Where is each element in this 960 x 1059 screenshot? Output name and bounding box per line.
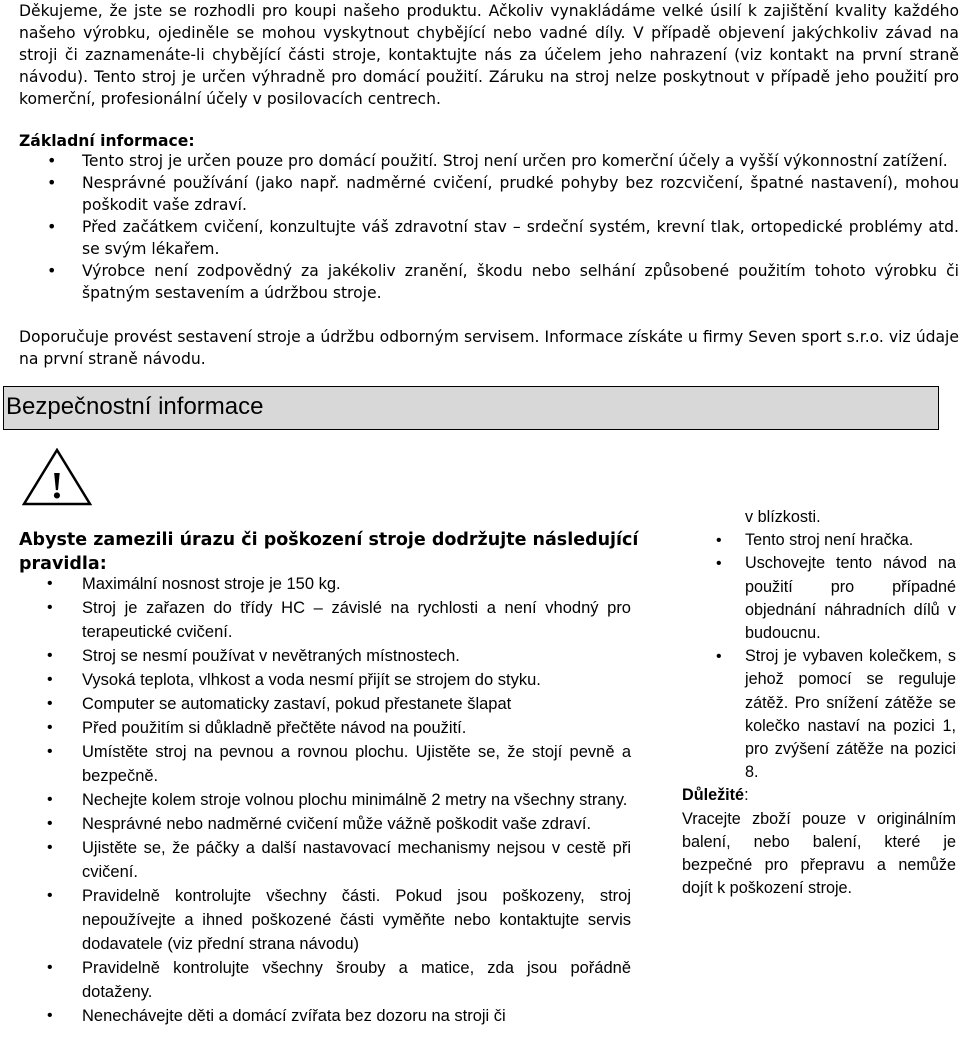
list-item: • Umístěte stroj na pevnou a rovnou plochu. Ujistěte se, že stojí pevně a bezpečně. <box>19 740 631 788</box>
warning-symbol: ! <box>50 465 64 506</box>
rules-list <box>19 572 631 1028</box>
list-item: • Nenechávejte děti a domácí zvířata bez dozoru na stroji či <box>19 1004 631 1028</box>
continuation-text: v blízkosti. <box>745 508 821 526</box>
recommendation-paragraph: Doporučuje provést sestavení stroje a údržbu odborným servisem. Informace získáte u firmy Seven sport s.r.o. viz údaje na první straně návodu. <box>19 328 959 368</box>
important-heading <box>682 784 956 807</box>
list-item: • Pravidelně kontrolujte všechny části. Pokud jsou poškozeny, stroj nepoužívejte a ihned poškozené části vyměňte nebo kontaktujte servis dodavatele (viz přední strana návodu) <box>19 884 631 956</box>
list-item: • Tento stroj je určen pouze pro domácí použití. Stroj není určen pro komerční účely a vyšší výkonnostní zatížení. <box>19 150 959 172</box>
list-item: • Ujistěte se, že páčky a další nastavovací mechanismy nejsou v cestě při cvičení. <box>19 836 631 884</box>
list-item: • Tento stroj není hračka. <box>682 529 956 552</box>
list-item: • Uschovejte tento návod na použití pro případné objednání náhradních dílů v budoucnu. <box>682 552 956 645</box>
list-item: • Vysoká teplota, vlhkost a voda nesmí přijít se strojem do styku. <box>19 668 631 692</box>
section-header <box>3 386 939 430</box>
list-item: • Před použitím si důkladně přečtěte návod na použití. <box>19 716 631 740</box>
list-item: • Stroj se nesmí používat v nevětraných místnostech. <box>19 644 631 668</box>
list-item: • Maximální nosnost stroje je 150 kg. <box>19 572 631 596</box>
list-item: • Před začátkem cvičení, konzultujte váš zdravotní stav – srdeční systém, krevní tlak, ortopedické problémy atd. se svým lékařem. <box>19 216 959 260</box>
list-item: • Pravidelně kontrolujte všechny šrouby a matice, zda jsou pořádně dotaženy. <box>19 956 631 1004</box>
list-item: • Stroj je zařazen do třídy HC – závislé na rychlosti a není vhodný pro terapeutické cvičení. <box>19 596 631 644</box>
basic-info-list <box>19 150 959 304</box>
important-label: Důležité <box>682 786 745 805</box>
list-item: • Výrobce není zodpovědný za jakékoliv zranění, škodu nebo selhání způsobené použitím tohoto výrobku či špatným sestavením a údržbou stroje. <box>19 260 959 304</box>
intro-paragraph: Děkujeme, že jste se rozhodli pro koupi našeho produktu. Ačkoliv vynakládáme velké úsilí k zajištění kvality každého našeho výrobku, ojediněle se mohou vyskytnout chybějící nebo vadné díly. V případě objevení jakýchkoliv závad na stroji či zaznamenáte-li chybějící části stroje, kontaktujte nás za účelem jeho nahrazení (viz kontakt na první straně návodu). Tento stroj je určen výhradně pro domácí použití. Záruku na stroj nelze poskytnout v případě jeho použití pro komerční, profesionální účely v posilovacích centrech. <box>19 2 959 108</box>
rules-heading: Abyste zamezili úrazu či poškození stroje dodržujte následující pravidla: <box>19 530 639 574</box>
list-item: • Stroj je vybaven kolečkem, s jehož pomocí se reguluje zátěž. Pro snížení zátěže se kolečko nastaví na pozici 1, pro zvýšení zátěže na pozici 8. <box>682 645 956 784</box>
section-title: Bezpečnostní informace <box>6 393 264 420</box>
list-item: • Nesprávné nebo nadměrné cvičení může vážně poškodit vaše zdraví. <box>19 812 631 836</box>
warning-icon <box>22 448 92 506</box>
list-item: • Nesprávné používání (jako např. nadměrné cvičení, prudké pohyby bez rozcvičení, špatné nastavení), mohou poškodit vaše zdraví. <box>19 172 959 216</box>
important-colon: : <box>744 786 749 805</box>
basic-info-heading: Základní informace: <box>19 132 195 150</box>
important-text: Vracejte zboží pouze v originálním balení, nebo balení, které je bezpečné pro přepravu a nemůže dojít k poškození stroje. <box>682 809 956 898</box>
right-column <box>682 506 956 900</box>
list-item: • Nechejte kolem stroje volnou plochu minimálně 2 metry na všechny strany. <box>19 788 631 812</box>
list-item: • Computer se automaticky zastaví, pokud přestanete šlapat <box>19 692 631 716</box>
right-list <box>682 529 956 784</box>
